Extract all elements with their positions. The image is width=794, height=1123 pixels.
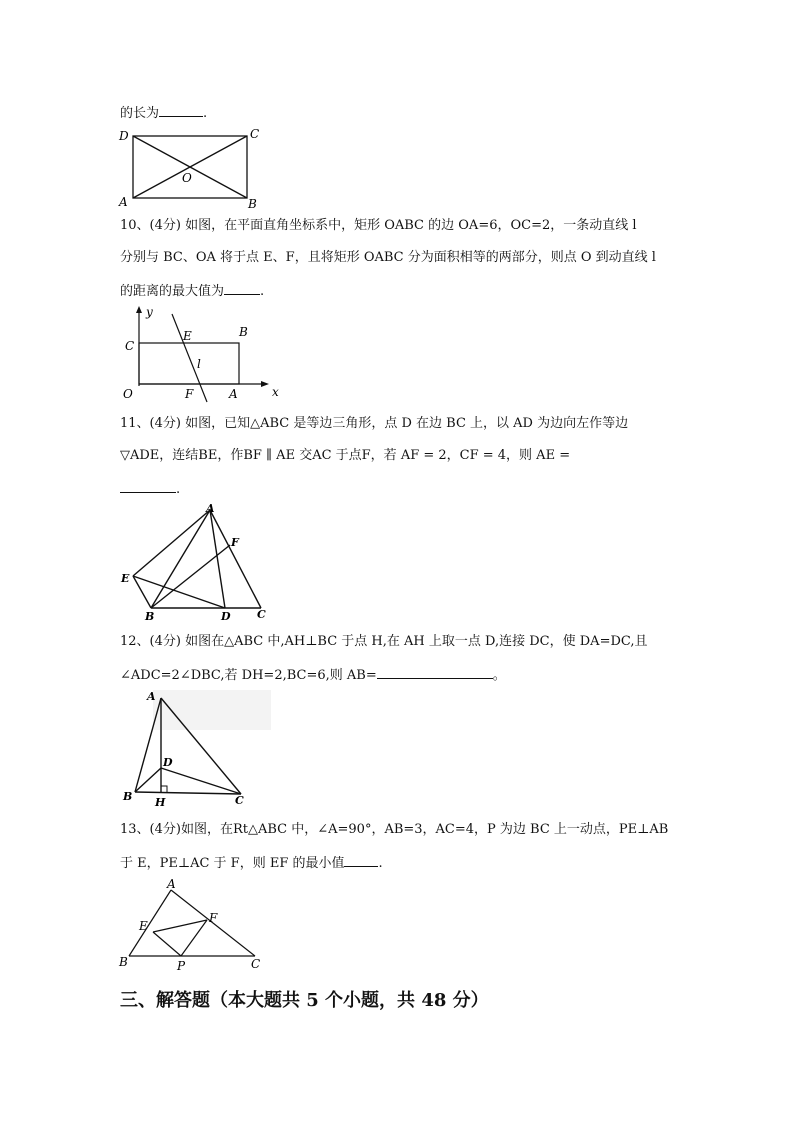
q10-label-a: A [229, 387, 238, 401]
q11-label-a: A [206, 502, 215, 515]
q11-label-d: D [221, 610, 231, 623]
q13-end: . [378, 856, 383, 871]
q11-line-2: ▽ADE，连结BE，作BF ∥ AE 交AC 于点F，若 AF = 2，CF = 4，则 AE = [120, 448, 571, 463]
q9-label-c: C [250, 127, 260, 141]
q11-label-c: C [257, 608, 266, 621]
q10-label-l: l [197, 357, 201, 371]
q10-line-3-text: 的距离的最大值为 [120, 284, 225, 299]
q11-line-3 [120, 480, 180, 498]
q13-line-2 [120, 854, 383, 872]
q11-triangle-figure [115, 500, 275, 624]
q12-label-c: C [235, 794, 244, 807]
q10-line-2: 分别与 BC、OA 将于点 E、F，且将矩形 OABC 分为面积相等的两部分，则点 O 到动直线 l [120, 250, 656, 265]
q10-line-3 [120, 282, 264, 300]
q11-answer-blank [120, 480, 176, 493]
q10-label-x: x [272, 385, 279, 399]
q10-end: . [260, 284, 265, 299]
q9-end: . [203, 106, 208, 121]
q9-tail-line [120, 104, 207, 122]
q10-label-b: B [239, 325, 248, 339]
q11-label-b: B [145, 610, 155, 623]
q9-tail-text: 的长为 [120, 106, 160, 121]
q13-label-c: C [251, 957, 261, 971]
q13-label-a: A [167, 877, 176, 891]
q13-label-f: F [209, 911, 218, 925]
q12-label-d: D [163, 756, 173, 769]
q13-label-e: E [139, 919, 148, 933]
q11-label-e: E [121, 572, 130, 585]
q12-answer-blank [377, 666, 493, 679]
q13-right-triangle-figure [115, 876, 275, 974]
q12-line-2-text: ∠ADC=2∠DBC,若 DH=2,BC=6,则 AB= [120, 668, 377, 683]
q9-label-a: A [119, 195, 128, 208]
q12-line-2 [120, 666, 506, 684]
q10-coordinate-figure [115, 302, 285, 406]
q12-line-1: 12、(4分) 如图在△ABC 中,AH⊥BC 于点 H,在 AH 上取一点 D,连接 DC，使 DA=DC,且 [120, 634, 648, 649]
section-heading: 三、解答题（本大题共 5 个小题，共 48 分） [120, 990, 489, 1011]
q13-label-p: P [177, 959, 186, 973]
q10-label-f: F [185, 387, 194, 401]
q12-label-a: A [147, 690, 156, 703]
q13-label-b: B [119, 955, 128, 969]
q12-triangle-figure [115, 686, 275, 810]
q12-label-b: B [123, 790, 133, 803]
q13-answer-blank [344, 854, 378, 867]
q9-label-o: O [182, 171, 192, 185]
q11-label-f: F [231, 536, 239, 549]
q9-rectangle-figure [115, 124, 265, 208]
q9-answer-blank [159, 104, 203, 117]
q10-label-o: O [123, 387, 133, 401]
q12-label-h: H [155, 796, 166, 809]
q12-end: 。 [492, 668, 506, 683]
q11-end: . [176, 482, 181, 497]
q13-line-2-text: 于 E，PE⊥AC 于 F，则 EF 的最小值 [120, 856, 345, 871]
q9-label-b: B [248, 197, 257, 208]
q9-label-d: D [119, 129, 129, 143]
q10-label-c: C [125, 339, 135, 353]
q10-label-y: y [146, 305, 153, 319]
q13-line-1: 13、(4分)如图，在Rt△ABC 中，∠A=90°，AB=3，AC=4，P 为边 BC 上一动点，PE⊥AB [120, 822, 669, 837]
q10-answer-blank [224, 282, 260, 295]
q10-line-1: 10、(4分) 如图，在平面直角坐标系中，矩形 OABC 的边 OA=6，OC=2，一条动直线 l [120, 218, 637, 233]
q11-line-1: 11、(4分) 如图，已知△ABC 是等边三角形，点 D 在边 BC 上，以 AD 为边向左作等边 [120, 416, 629, 431]
q10-label-e: E [183, 329, 192, 343]
